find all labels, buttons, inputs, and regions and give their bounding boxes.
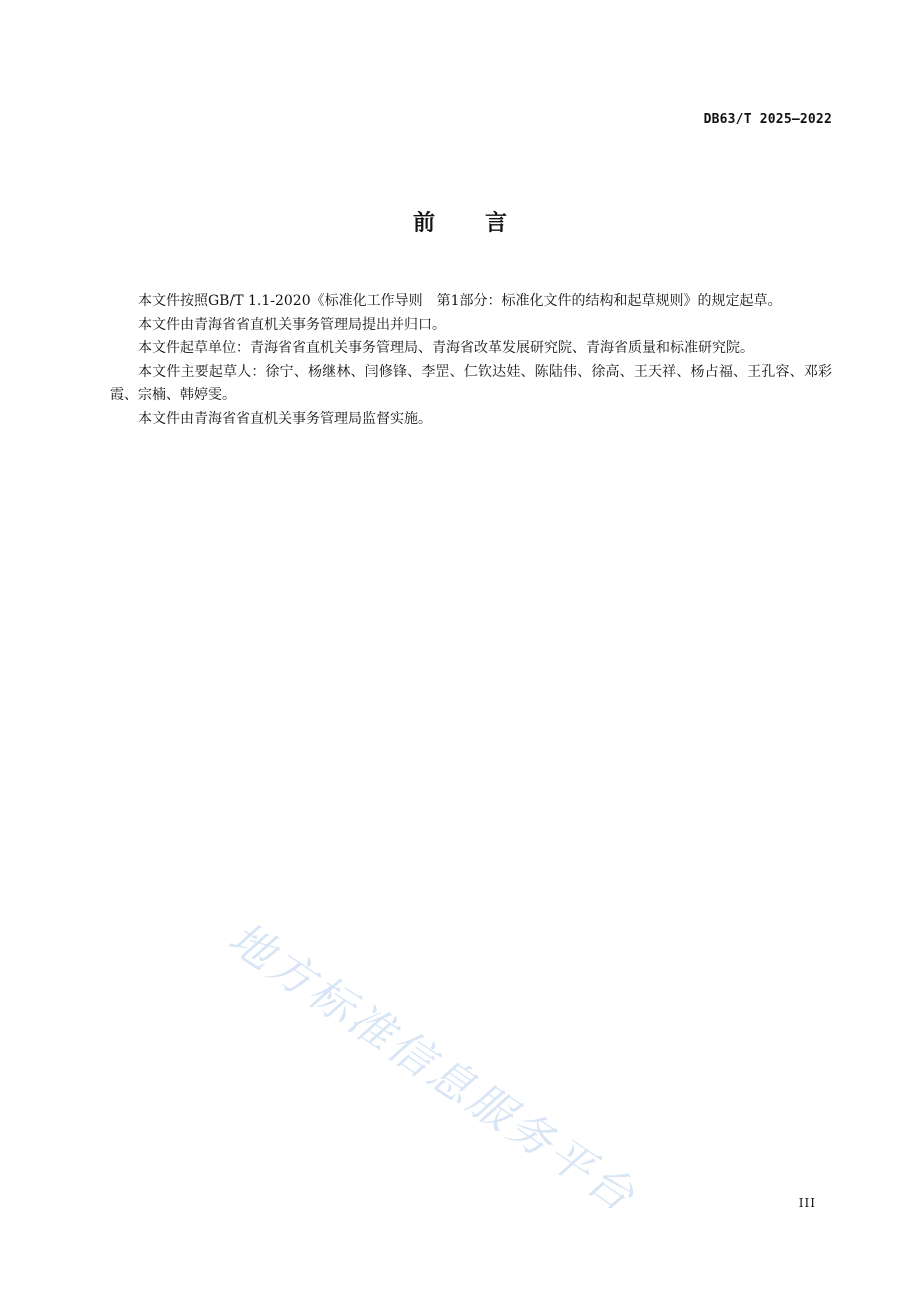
page-number: III: [798, 1196, 816, 1210]
paragraph-supervision: 本文件由青海省省直机关事务管理局监督实施。: [138, 410, 432, 427]
paragraph-proposer: 本文件由青海省省直机关事务管理局提出并归口。: [138, 316, 446, 333]
foreword-title: 前言: [412, 211, 557, 236]
paragraph-drafting-units: 本文件起草单位：青海省省直机关事务管理局、青海省改革发展研究院、青海省质量和标准研究院。: [138, 340, 754, 356]
watermark: 地方标准信息服务平台: [219, 912, 646, 1224]
paragraph-main-drafters: 本文件主要起草人：徐宁、杨继林、闫修锋、李罡、仁钦达娃、陈陆伟、徐高、王天祥、杨占福、王孔容、邓彩霞、宗楠、韩婷雯。: [110, 363, 832, 403]
paragraph-drafting-rules: 本文件按照GB/T 1.1-2020《标准化工作导则 第1部分：标准化文件的结构和起草规则》的规定起草。: [138, 293, 782, 309]
document-code: DB63/T 2025—2022: [703, 112, 832, 127]
foreword-body: [110, 290, 832, 431]
